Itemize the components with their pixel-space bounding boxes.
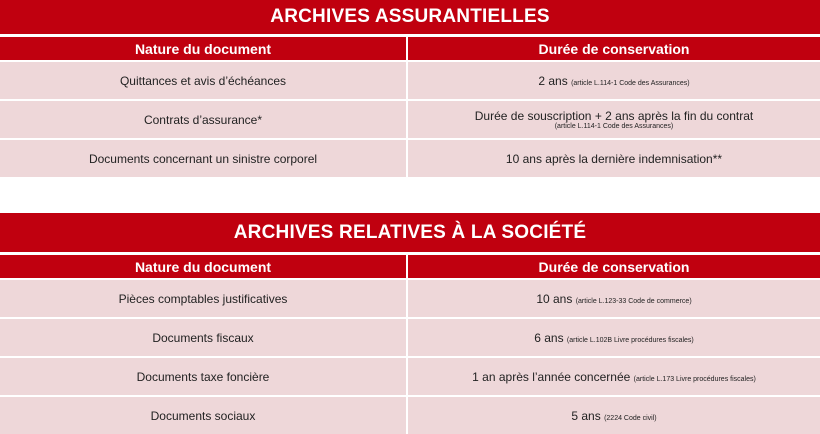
cell-duree: [408, 319, 820, 356]
section-title: ARCHIVES ASSURANTIELLES: [0, 0, 820, 37]
table-row: [0, 395, 820, 434]
cell-doc: Pièces comptables justificatives: [0, 280, 408, 317]
duree-ref: (article L.173 Livre procédures fiscales): [633, 375, 756, 383]
duree-ref: (article L.114-1 Code des Assurances): [554, 123, 674, 130]
cell-doc: Documents concernant un sinistre corporel: [0, 140, 408, 177]
cell-duree: [408, 101, 820, 138]
duree-text: 2 ans: [538, 73, 568, 88]
duree-ref: (article L.102B Livre procédures fiscales): [566, 336, 694, 344]
cell-doc: Contrats d’assurance*: [0, 101, 408, 138]
section-archives-assurantielles: [0, 0, 820, 177]
cell-duree: [408, 62, 820, 99]
duree-text: 1 an après l’année concernée: [472, 369, 631, 384]
section-archives-societe: [0, 213, 820, 434]
table-row: [0, 99, 820, 138]
table-row: [0, 60, 820, 99]
table-row: [0, 356, 820, 395]
duree-text: 5 ans: [571, 408, 601, 423]
header-nature: Nature du document: [0, 255, 408, 278]
header-duree: Durée de conservation: [538, 40, 690, 57]
section-title: ARCHIVES RELATIVES À LA SOCIÉTÉ: [0, 213, 820, 255]
cell-duree: [408, 397, 820, 434]
cell-doc: Documents fiscaux: [0, 319, 408, 356]
duree-ref: (article L.123-33 Code de commerce): [575, 297, 692, 305]
duree-text: 10 ans après la dernière indemnisation**: [505, 151, 723, 166]
table-row: [0, 317, 820, 356]
duree-ref: (article L.114-1 Code des Assurances): [571, 79, 690, 87]
header-nature: Nature du document: [0, 37, 408, 60]
table-row: [0, 138, 820, 177]
header-duree: Durée de conservation: [538, 258, 690, 275]
table-header: [0, 255, 820, 278]
table-row: [0, 278, 820, 317]
duree-ref: (2224 Code civil): [604, 414, 657, 422]
duree-text: 10 ans: [536, 291, 573, 306]
cell-duree: [408, 280, 820, 317]
duree-text: 6 ans: [534, 330, 564, 345]
table-header: [0, 37, 820, 60]
cell-duree: [408, 140, 820, 177]
cell-doc: Documents sociaux: [0, 397, 408, 434]
cell-doc: Quittances et avis d’échéances: [0, 62, 408, 99]
duree-text: Durée de souscription + 2 ans après la fin du contrat: [474, 109, 754, 123]
cell-doc: Documents taxe foncière: [0, 358, 408, 395]
cell-duree: [408, 358, 820, 395]
